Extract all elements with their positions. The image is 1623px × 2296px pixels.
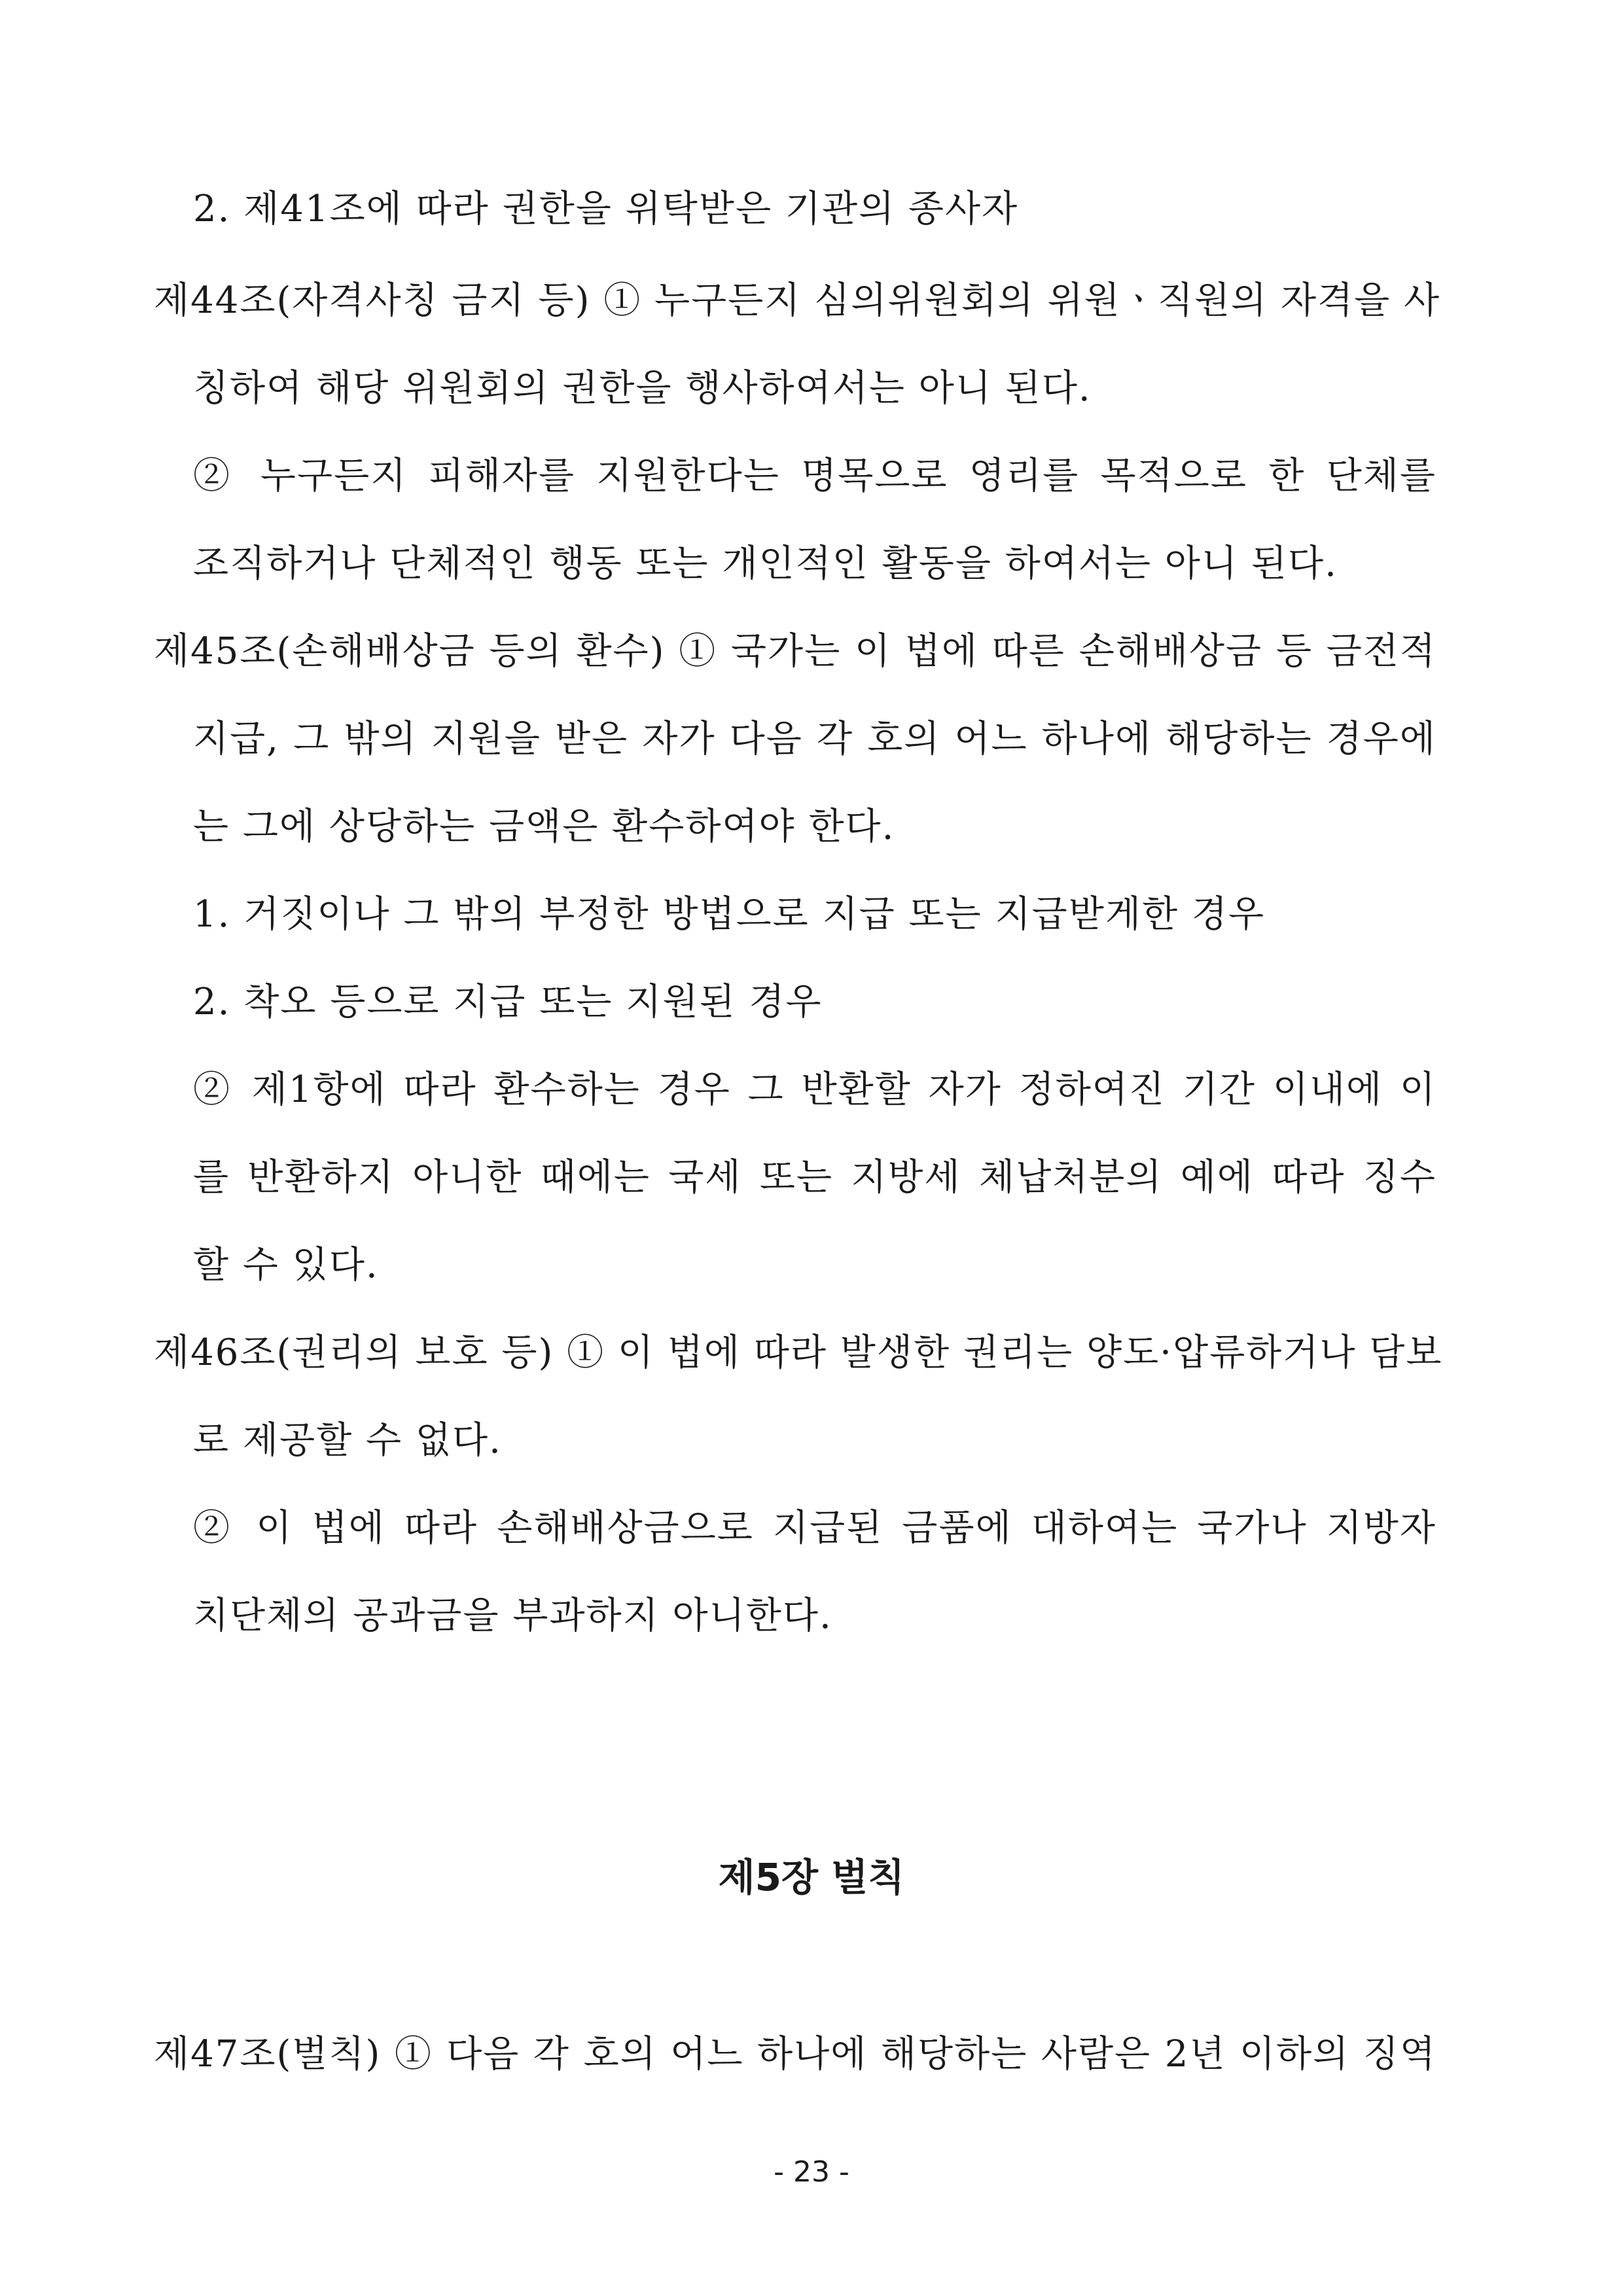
text-line-10: 2. 착오 등으로 지급 또는 지원된 경우 — [193, 981, 823, 1023]
text-line-9: 1. 거짓이나 그 밖의 부정한 방법으로 지급 또는 지급받게한 경우 — [193, 893, 1266, 936]
text-line-12: 를 반환하지 아니한 때에는 국세 또는 지방세 체납처분의 예에 따라 징수 — [193, 1156, 1436, 1199]
article-45-heading-line: 제45조(손해배상금 등의 환수) ① 국가는 이 법에 따른 손해배상금 등 금전적 — [154, 630, 1436, 673]
article-44-heading-line: 제44조(자격사칭 금지 등) ① 누구든지 심의위원회의 위원ㆍ직원의 자격을 사 — [154, 279, 1441, 322]
chapter-heading: 제5장 벌칙 — [718, 1855, 905, 1899]
text-line-7: 지급, 그 밖의 지원을 받은 자가 다음 각 호의 어느 하나에 해당하는 경우에 — [193, 718, 1436, 760]
text-line-16: ② 이 법에 따라 손해배상금으로 지급된 금품에 대하여는 국가나 지방자 — [193, 1507, 1436, 1549]
text-line-4: ② 누구든지 피해자를 지원한다는 명목으로 영리를 목적으로 한 단체를 — [193, 455, 1436, 497]
text-line-5: 조직하거나 단체적인 행동 또는 개인적인 활동을 하여서는 아니 된다. — [193, 542, 1338, 585]
article-46-heading-line: 제46조(권리의 보호 등) ① 이 법에 따라 발생한 권리는 양도·압류하거나 담보 — [154, 1332, 1443, 1374]
text-line-8: 는 그에 상당하는 금액은 환수하여야 한다. — [193, 805, 895, 848]
text-line-13: 할 수 있다. — [193, 1244, 379, 1286]
text-line-15: 로 제공할 수 없다. — [193, 1419, 502, 1462]
text-line-11: ② 제1항에 따라 환수하는 경우 그 반환할 자가 정하여진 기간 이내에 이 — [193, 1069, 1436, 1111]
text-line-1: 2. 제41조에 따라 권한을 위탁받은 기관의 종사자 — [193, 188, 1019, 230]
text-line-3: 칭하여 해당 위원회의 권한을 행사하여서는 아니 된다. — [193, 367, 1092, 410]
article-47-heading-line: 제47조(벌칙) ① 다음 각 호의 어느 하나에 해당하는 사람은 2년 이하의 징역 — [154, 2033, 1436, 2075]
text-line-17: 치단체의 공과금을 부과하지 아니한다. — [193, 1595, 832, 1637]
page-number: - 23 - — [774, 2155, 849, 2189]
